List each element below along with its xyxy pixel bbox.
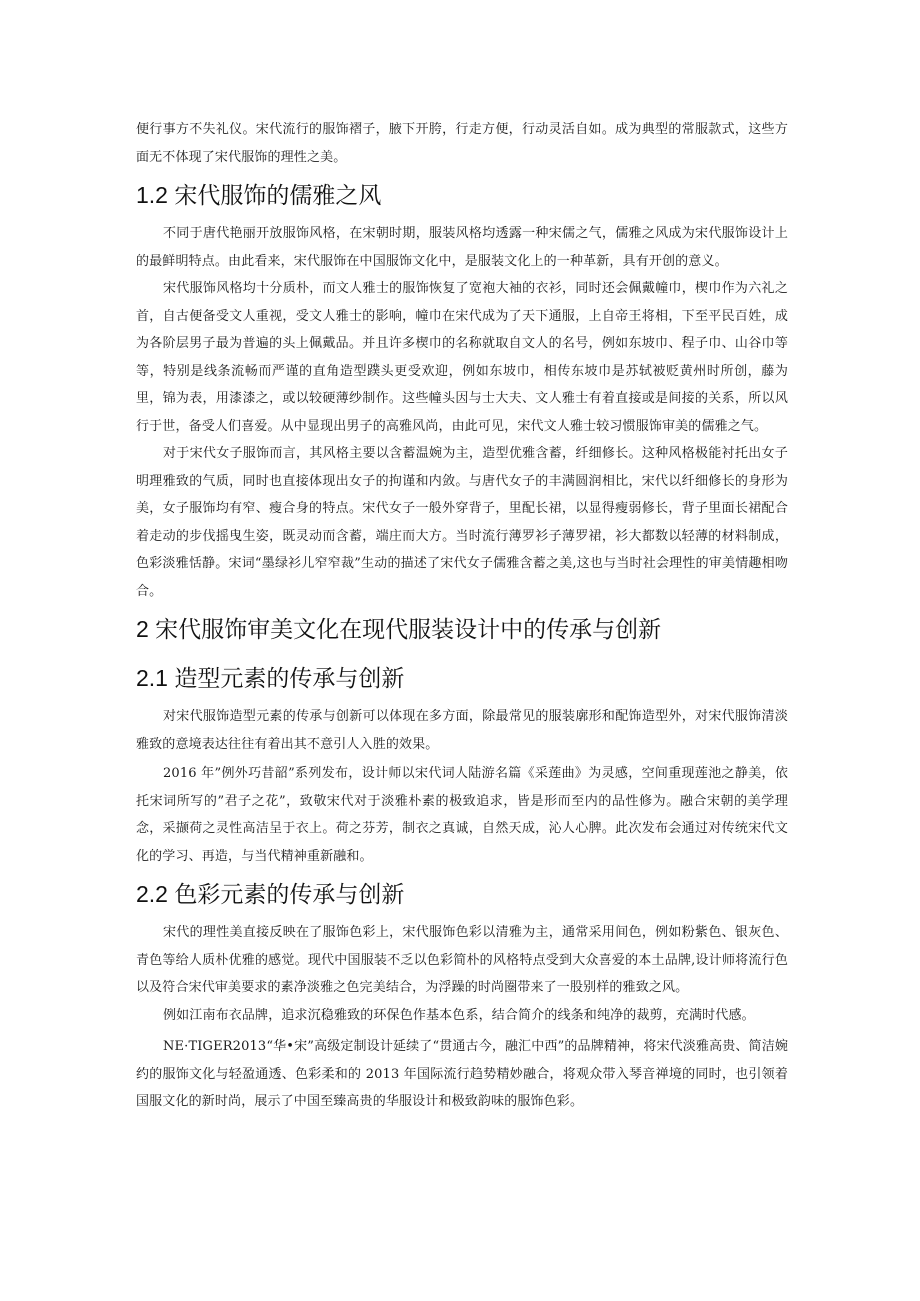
heading-2-2: 2.2 色彩元素的传承与创新 [136, 881, 405, 907]
heading-2: 2 宋代服饰审美文化在现代服装设计中的传承与创新 [136, 616, 662, 642]
paragraph: 宋代服饰风格均十分质朴，而文人雅士的服饰恢复了宽袍大袖的衣衫，同时还会佩戴幢巾，楔巾作为六礼之首，自古便备受文人重视，受文人雅士的影响，幢巾在宋代成为了天下通服，上自帝王将相，下至平民百姓，成为各阶层男子最为普遍的头上佩戴品。并且许多楔巾的名称就取自文人的名号，例如东坡巾、程子巾、山谷巾等等，特别是线条流畅而严谨的直角造型蹼头更受欢迎，例如东坡巾，相传东坡巾是苏轼被贬黄州时所创，藤为里，锦为表，用漆漆之，或以较硬薄纱制作。这些幢头因与士大夫、文人雅士有着直接或是间接的关系，所以风行于世，备受人们喜爱。从中显现出男子的高雅风尚，由此可见，宋代文人雅士较习惯服饰审美的儒雅之气。 [136, 281, 788, 434]
paragraph: 对宋代服饰造型元素的传承与创新可以体现在多方面，除最常见的服装廓形和配饰造型外，对宋代服饰清淡雅致的意境表达往往有着出其不意引人入胜的效果。 [136, 709, 788, 752]
heading-1-2: 1.2 宋代服饰的儒雅之风 [136, 182, 382, 208]
paragraph: NE·TIGER2013“华•宋”高级定制设计延续了“贯通古今，融汇中西”的品牌精神，将宋代淡雅高贵、简洁婉约的服饰文化与轻盈通透、色彩柔和的 2013 年国际流行趋势精妙融合，将观众带入琴音禅境的同时，也引领着国服文化的新时尚，展示了中国至臻高贵的华服设计和极致韵味的服饰色彩。 [136, 1039, 788, 1109]
paragraph: 2016 年”例外巧昔韶”系列发布，设计师以宋代词人陆游名篇《采莲曲》为灵感，空间重现莲池之静美，依托宋词所写的”君子之花”，致敬宋代对于淡雅朴素的极致追求，皆是形而至内的品性修为。融合宋朝的美学理念，采撷荷之灵性高洁呈于衣上。荷之芬芳，制衣之真诚，自然天成，沁人心脾。此次发布会通过对传统宋代文化的学习、再造，与当代精神重新融和。 [136, 766, 788, 864]
paragraph: 例如江南布衣品牌，追求沉稳雅致的环保色作基本色系，结合简介的线条和纯净的裁剪，充满时代感。 [163, 1007, 755, 1023]
heading-2-1: 2.1 造型元素的传承与创新 [136, 665, 405, 691]
paragraph: 不同于唐代艳丽开放服饰风格，在宋朝时期，服装风格均透露一种宋儒之气，儒雅之风成为宋代服饰设计上的最鲜明特点。由此看来，宋代服饰在中国服饰文化中，是服装文化上的一种革新，具有开创的意义。 [136, 226, 788, 269]
paragraph: 对于宋代女子服饰而言，其风格主要以含蓄温婉为主，造型优雅含蓄，纤细修长。这种风格极能衬托出女子明理雅致的气质，同时也直接体现出女子的拘谨和内敛。与唐代女子的丰满圆润相比，宋代以纤细修长的身形为美，女子服饰均有窄、瘦合身的特点。宋代女子一般外穿背子，里配长裙，以显得瘦弱修长，背子里面长裙配合着走动的步伐摇曳生姿，既灵动而含蓄，端庄而大方。当时流行薄罗衫子薄罗裙，衫大都数以轻薄的材料制成，色彩淡雅恬静。宋词“墨绿衫儿窄窄裁”生动的描述了宋代女子儒雅含蓄之美,这也与当时社会理性的审美情趣相吻合。 [136, 446, 788, 599]
document-page [136, 116, 788, 1116]
paragraph-intro: 便行事方不失礼仪。宋代流行的服饰褶子，腋下开胯，行走方便，行动灵活自如。成为典型的常服款式，这些方面无不体现了宋代服饰的理性之美。 [136, 122, 788, 165]
paragraph: 宋代的理性美直接反映在了服饰色彩上，宋代服饰色彩以清雅为主，通常采用间色，例如粉紫色、银灰色、青色等给人质朴优雅的感觉。现代中国服装不乏以色彩简朴的风格特点受到大众喜爱的本土品牌,设计师将流行色以及符合宋代审美要求的素净淡雅之色完美结合，为浮躁的时尚圈带来了一股别样的雅致之风。 [136, 925, 788, 995]
